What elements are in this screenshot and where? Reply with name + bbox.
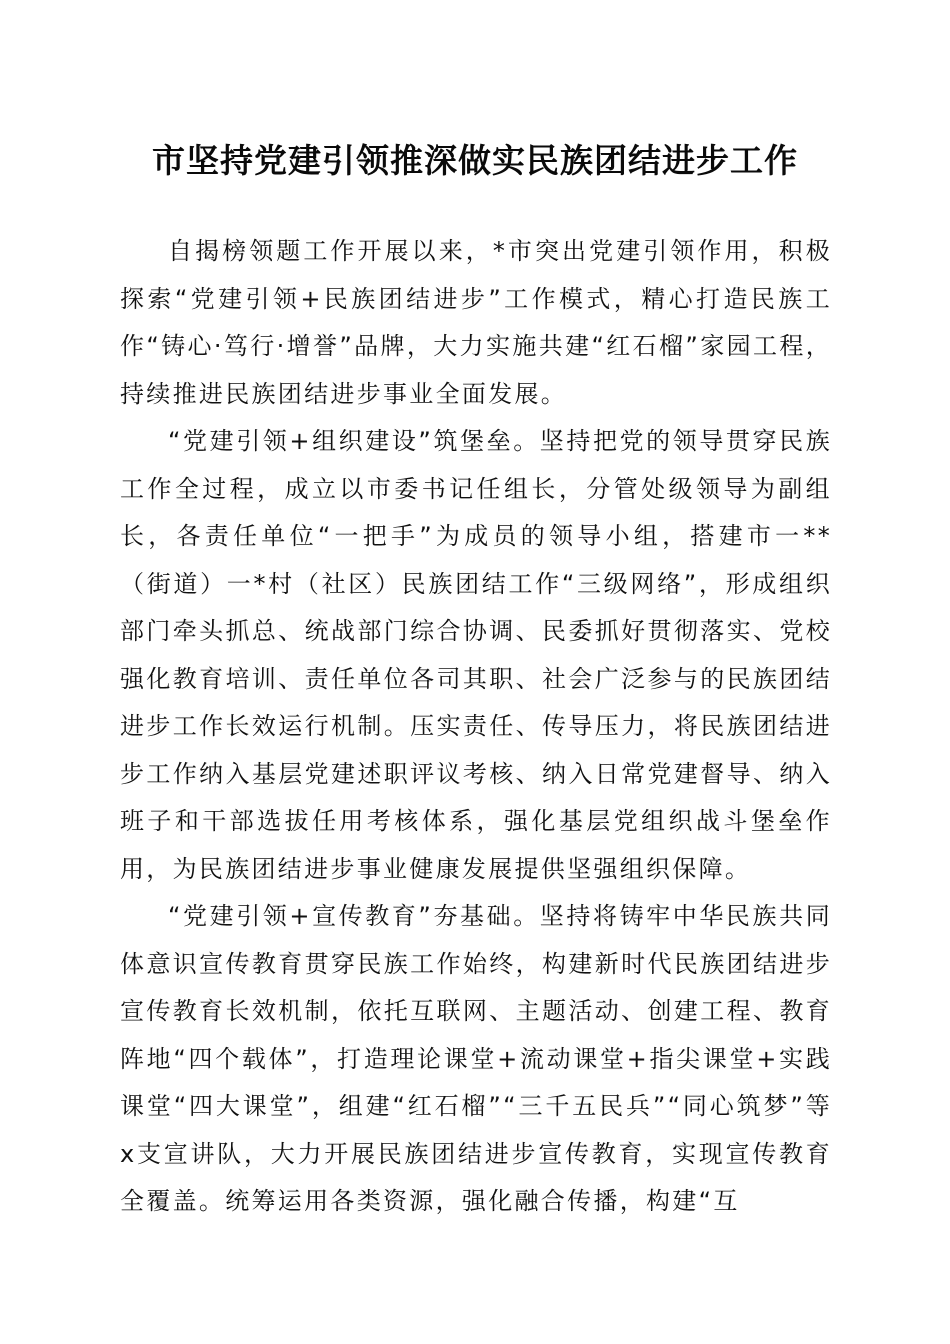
paragraph-intro: 自揭榜领题工作开展以来，*市突出党建引领作用，积极探索“党建引领+民族团结进步”工作模式，精心打造民族工作“铸心·笃行·增誉”品牌，大力实施共建“红石榴”家园工程，持续推进民族团结进步事业全面发展。 (120, 237, 832, 408)
document-body (120, 228, 832, 1226)
paragraph-publicity-education: “党建引领+宣传教育”夯基础。坚持将铸牢中华民族共同体意识宣传教育贯穿民族工作始终，构建新时代民族团结进步宣传教育长效机制，依托互联网、主题活动、创建工程、教育阵地“四个载体”，打造理论课堂+流动课堂+指尖课堂+实践课堂“四大课堂”，组建“红石榴”“三千五民兵”“同心筑梦”等x支宣讲队，大力开展民族团结进步宣传教育，实现宣传教育全覆盖。统筹运用各类资源，强化融合传播，构建“互 (120, 902, 832, 1215)
paragraph-organization-building: “党建引领+组织建设”筑堡垒。坚持把党的领导贯穿民族工作全过程，成立以市委书记任组长，分管处级领导为副组长，各责任单位“一把手”为成员的领导小组，搭建市一**（街道）一*村（社区）民族团结工作“三级网络”，形成组织部门牵头抓总、统战部门综合协调、民委抓好贯彻落实、党校强化教育培训、责任单位各司其职、社会广泛参与的民族团结进步工作长效运行机制。压实责任、传导压力，将民族团结进步工作纳入基层党建述职评议考核、纳入日常党建督导、纳入班子和干部选拔任用考核体系，强化基层党组织战斗堡垒作用，为民族团结进步事业健康发展提供坚强组织保障。 (120, 427, 832, 883)
document-title: 市坚持党建引领推深做实民族团结进步工作 (152, 141, 798, 180)
